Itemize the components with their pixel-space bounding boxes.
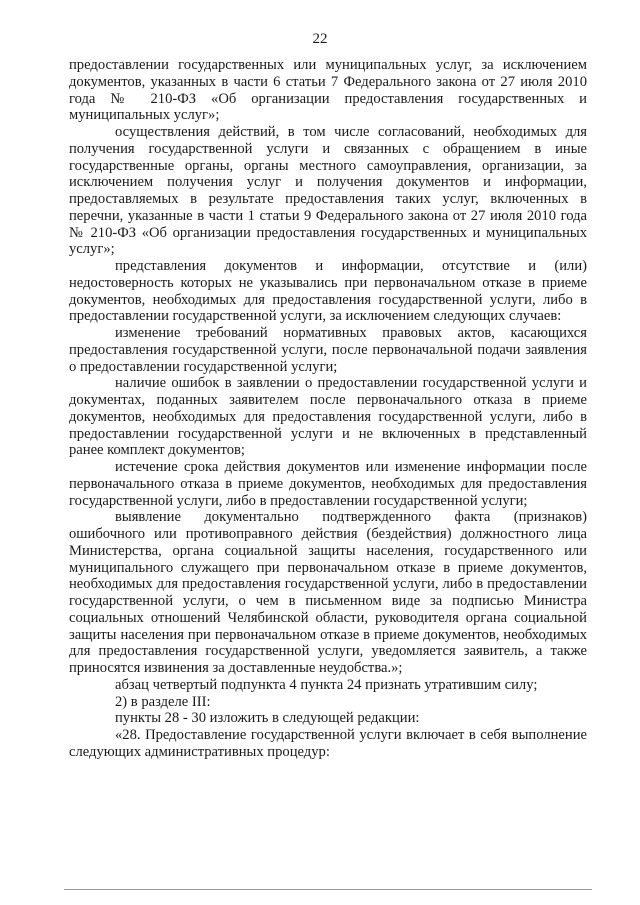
paragraph-official-misconduct: выявление документально подтвержденного факта (признаков) ошибочного или противоправного действия (бездействия) должностного лица Министерства, органа социальной защиты населения, государственного или муниципального служащего при первоначальном отказе в приеме документов, необходимых для предоставления государственной услуги, либо в предоставлении государственной услуги, о чем в письменном виде за подписью Министра социальных отношений Челябинской области, руководителя органа социальной защиты населения при первоначальном отказе в приеме документов, необходимых для предоставления государственной услуги, уведомляется заявитель, а также приносятся извинения за доставленные неудобства.»;: [69, 509, 587, 676]
paragraph-actions-approvals: осуществления действий, в том числе согласований, необходимых для получения государственной услуги и связанных с обращением в иные государственные органы, органы местного самоуправления, организации, за исключением получения услуг и получения документов и информации, предоставляемых в результате предоставления таких услуг, включенных в перечни, указанные в части 1 статьи 9 Федерального закона от 27 июля 2010 года № 210-ФЗ «Об организации предоставления государственных и муниципальных услуг»;: [69, 124, 587, 258]
paragraph-requirements-change: изменение требований нормативных правовых актов, касающихся предоставления государственной услуги, после первоначальной подачи заявления о предоставлении государственной услуги;: [69, 325, 587, 375]
paragraph-services-exception: предоставлении государственных или муниципальных услуг, за исключением документов, указанных в части 6 статьи 7 Федерального закона от 27 июля 2010 года № 210-ФЗ «Об организации предоставления государственных и муниципальных услуг»;: [69, 57, 587, 124]
paragraph-section-three: 2) в разделе III:: [115, 693, 211, 710]
paragraph-application-errors: наличие ошибок в заявлении о предоставлении государственной услуги и документах, поданных заявителем после первоначального отказа в приеме документов, необходимых для предоставления государственной услуги, либо в предоставлении государственной услуги и не включенных в представленный ранее комплект документов;: [69, 375, 587, 459]
document-body: [69, 57, 587, 761]
bottom-rule: [64, 889, 592, 890]
paragraph-document-submission: представления документов и информации, отсутствие и (или) недостоверность которых не указывались при первоначальном отказе в приеме документов, необходимых для предоставления государственной услуги, либо в предоставлении государственной услуги, за исключением следующих случаев:: [69, 258, 587, 325]
paragraph-item-28: «28. Предоставление государственной услуги включает в себя выполнение следующих административных процедур:: [69, 727, 587, 760]
paragraph-items-wording: пункты 28 - 30 изложить в следующей редакции:: [115, 710, 420, 727]
page-number: 22: [312, 31, 328, 47]
paragraph-repeal-clause: абзац четвертый подпункта 4 пункта 24 признать утратившим силу;: [115, 676, 538, 693]
paragraph-document-expiry: истечение срока действия документов или изменение информации после первоначального отказа в приеме документов, необходимых для предоставления государственной услуги, либо в предоставлении государственной услуги;: [69, 459, 587, 509]
